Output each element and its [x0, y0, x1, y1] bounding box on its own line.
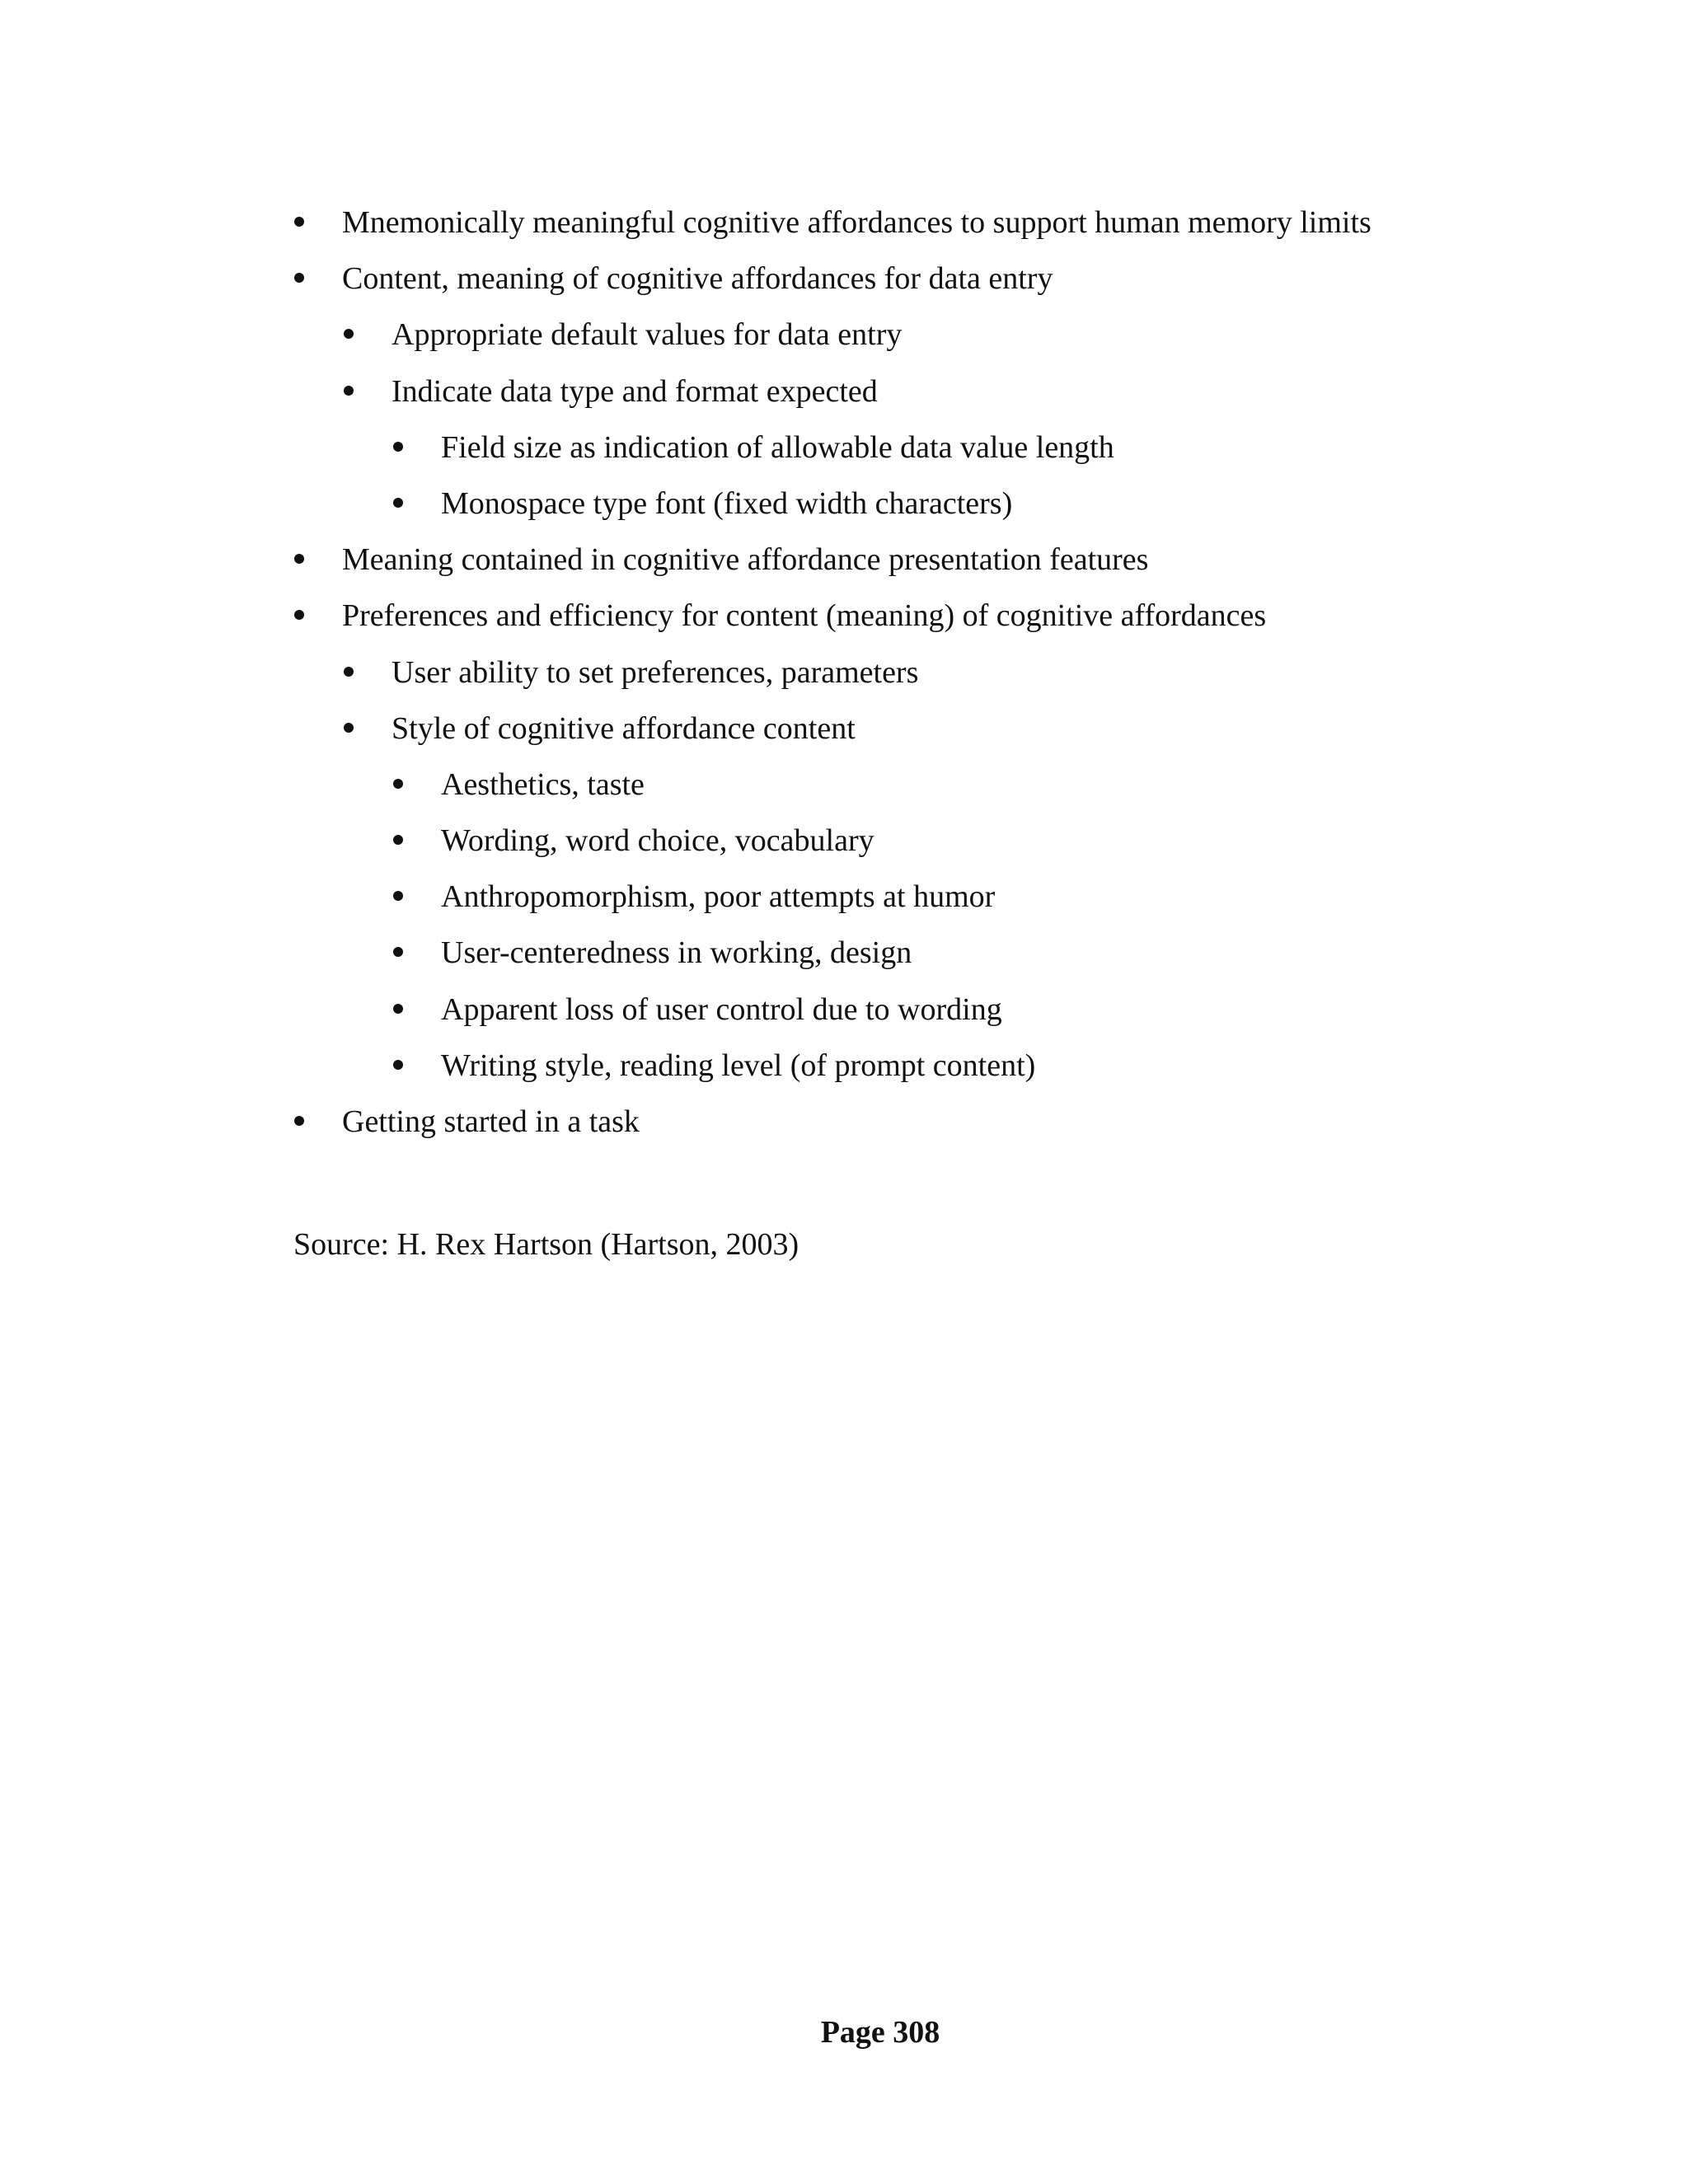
- list-item: [293, 194, 1645, 251]
- bullet-icon: [393, 1038, 410, 1094]
- bullet-icon: [294, 251, 311, 307]
- list-item: [293, 813, 1645, 869]
- list-item: [293, 588, 1645, 644]
- bullet-icon: [393, 757, 410, 813]
- bullet-icon: [294, 532, 311, 588]
- bullet-list: [293, 194, 1645, 1150]
- list-item: [293, 701, 1645, 757]
- list-item-text: Writing style, reading level (of prompt content): [441, 1047, 1036, 1083]
- list-item-text: Wording, word choice, vocabulary: [441, 823, 874, 859]
- bullet-icon: [393, 925, 410, 981]
- list-item-text: Field size as indication of allowable data value length: [441, 429, 1114, 465]
- list-item-text: Content, meaning of cognitive affordances for data entry: [342, 261, 1053, 297]
- bullet-icon: [344, 701, 360, 757]
- list-item-text: Anthropomorphism, poor attempts at humor: [441, 879, 996, 915]
- list-item-text: Monospace type font (fixed width characters): [441, 485, 1013, 521]
- bullet-icon: [393, 476, 410, 532]
- list-item-text: Mnemonically meaningful cognitive affordances to support human memory limits: [342, 205, 1372, 240]
- list-item: [293, 363, 1645, 419]
- bullet-icon: [344, 644, 360, 701]
- list-item: [293, 869, 1645, 925]
- list-item: [293, 982, 1645, 1038]
- bullet-icon: [294, 1094, 311, 1150]
- list-item-text: Apparent loss of user control due to wording: [441, 991, 1002, 1027]
- list-item-text: Getting started in a task: [342, 1104, 640, 1139]
- bullet-icon: [294, 194, 311, 251]
- list-item: [293, 307, 1645, 363]
- bullet-icon: [393, 982, 410, 1038]
- list-item-text: User-centeredness in working, design: [441, 935, 912, 971]
- page-number: Page 308: [820, 2015, 940, 2050]
- list-item: [293, 925, 1645, 981]
- list-item: [293, 1094, 1645, 1150]
- bullet-icon: [393, 813, 410, 869]
- list-item-text: Preferences and efficiency for content (meaning) of cognitive affordances: [342, 598, 1267, 634]
- list-item: [293, 532, 1645, 588]
- list-item-text: Meaning contained in cognitive affordance presentation features: [342, 542, 1149, 578]
- list-item: [293, 1038, 1645, 1094]
- list-item-text: User ability to set preferences, parameters: [392, 654, 919, 690]
- list-item: [293, 757, 1645, 813]
- list-item-text: Appropriate default values for data entry: [392, 317, 903, 353]
- list-item-text: Indicate data type and format expected: [392, 373, 878, 409]
- list-item: [293, 251, 1645, 307]
- bullet-icon: [344, 307, 360, 363]
- list-item: [293, 419, 1645, 476]
- bullet-icon: [393, 869, 410, 925]
- bullet-icon: [294, 588, 311, 644]
- list-item-text: Aesthetics, taste: [441, 766, 645, 802]
- source-citation: Source: H. Rex Hartson (Hartson, 2003): [293, 1227, 799, 1262]
- bullet-icon: [344, 363, 360, 419]
- list-item-text: Style of cognitive affordance content: [392, 710, 856, 746]
- list-item: [293, 476, 1645, 532]
- list-item: [293, 644, 1645, 701]
- bullet-icon: [393, 419, 410, 476]
